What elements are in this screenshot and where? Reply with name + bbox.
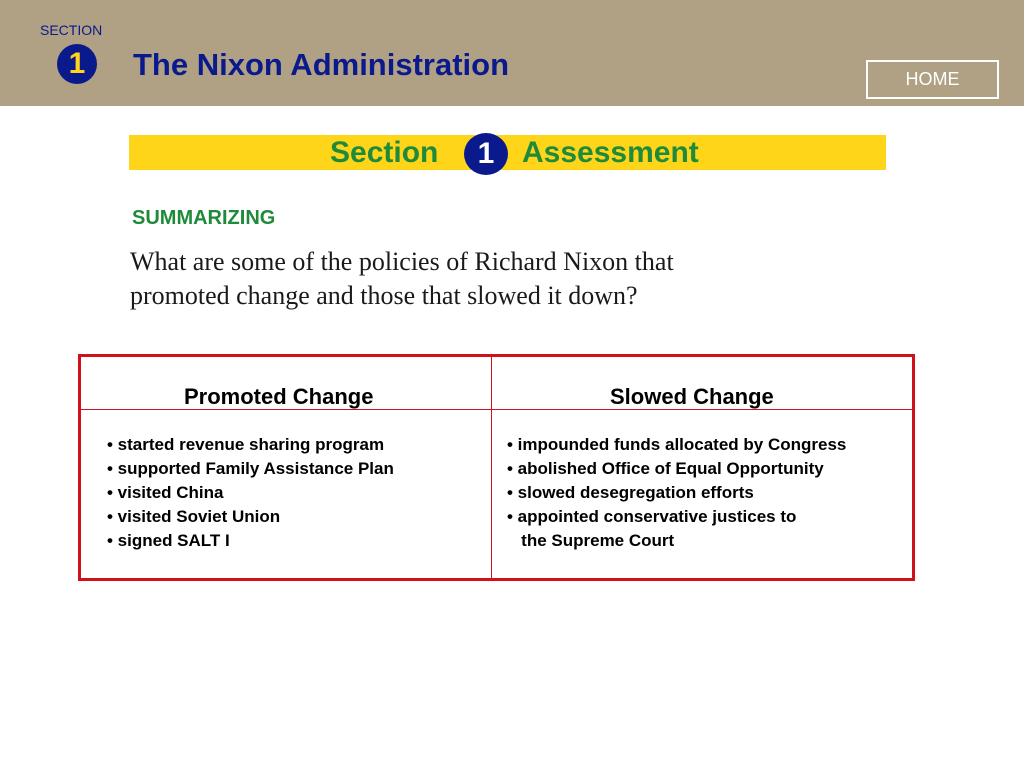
assessment-title-text: Assessment — [522, 136, 699, 169]
home-button[interactable]: HOME — [866, 60, 999, 99]
question-line: promoted change and those that slowed it down? — [130, 281, 638, 310]
section-number-badge: 1 — [57, 44, 97, 84]
list-item: • visited China — [107, 483, 224, 502]
list-item: • slowed desegregation efforts — [507, 483, 754, 502]
column-header-slowed: Slowed Change — [610, 384, 774, 409]
assessment-section-text: Section — [330, 136, 439, 169]
list-item: • impounded funds allocated by Congress — [507, 435, 847, 454]
column-divider — [491, 357, 492, 578]
list-item: • supported Family Assistance Plan — [107, 459, 394, 478]
section-label: SECTION — [40, 22, 103, 38]
list-item: the Supreme Court — [507, 531, 675, 550]
slowed-change-list — [507, 433, 909, 553]
list-item: • visited Soviet Union — [107, 507, 281, 526]
assessment-number-badge: 1 — [464, 133, 508, 175]
header-bar — [0, 0, 1024, 106]
summarizing-heading: SUMMARIZING — [132, 207, 276, 229]
question-line: What are some of the policies of Richard Nixon that — [130, 247, 674, 276]
list-item: • started revenue sharing program — [107, 435, 385, 454]
list-item: • appointed conservative justices to — [507, 507, 797, 526]
list-item: • signed SALT I — [107, 531, 230, 550]
slide-title: The Nixon Administration — [133, 47, 510, 82]
promoted-change-list — [107, 433, 487, 553]
list-item: • abolished Office of Equal Opportunity — [507, 459, 824, 478]
column-header-promoted: Promoted Change — [184, 384, 374, 409]
question-text — [130, 245, 810, 313]
